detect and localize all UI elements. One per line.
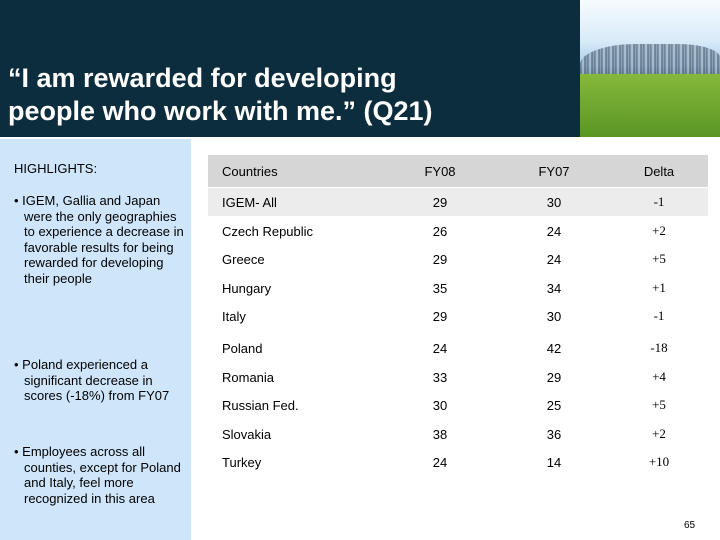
highlight-bullet-2: • Poland experienced a significant decrease in scores (-18%) from FY07 (14, 357, 170, 403)
table-row (208, 217, 708, 245)
fy08-value: 24 (432, 454, 448, 470)
table-header-row (208, 155, 708, 187)
delta-value: -1 (653, 194, 665, 209)
crowd-image-part (580, 44, 720, 78)
country-name: Poland (222, 340, 263, 356)
header-fy08: FY08 (424, 163, 456, 179)
table-row (208, 448, 708, 476)
highlight-bullet-1: • IGEM, Gallia and Japan were the only geographies to experience a decrease in favorable results for being rewarded for developing their people (14, 193, 184, 286)
highlights-heading: HIGHLIGHTS: (14, 161, 98, 176)
grass-image-part (580, 74, 720, 137)
table-row (208, 302, 708, 330)
country-name: Turkey (222, 454, 262, 470)
delta-value: +5 (652, 251, 666, 266)
slide-title (8, 62, 578, 128)
delta-value: +2 (652, 223, 666, 238)
table-row (208, 188, 708, 216)
country-name: Hungary (222, 280, 272, 296)
fy07-value: 25 (546, 397, 562, 413)
delta-value: -1 (653, 308, 665, 323)
header-delta: Delta (643, 163, 675, 179)
fy08-value: 29 (432, 194, 448, 210)
page-number: 65 (684, 520, 696, 531)
delta-value: +4 (652, 369, 666, 384)
table-row (208, 420, 708, 448)
fy08-value: 38 (432, 426, 448, 442)
table-row (208, 391, 708, 419)
fy08-value: 35 (432, 280, 448, 296)
highlight-bullet-3: • Employees across all counties, except for Poland and Italy, feel more recognized in this area (14, 444, 181, 506)
fy08-value: 30 (432, 397, 448, 413)
table-row (208, 245, 708, 273)
fy07-value: 42 (546, 340, 562, 356)
fy08-value: 29 (432, 251, 448, 267)
fy07-value: 24 (546, 251, 562, 267)
country-name: Russian Fed. (222, 397, 299, 413)
fy07-value: 14 (546, 454, 562, 470)
table-row (208, 334, 708, 362)
fy07-value: 30 (546, 308, 562, 324)
fy07-value: 36 (546, 426, 562, 442)
country-name: Slovakia (222, 426, 272, 442)
delta-value: -18 (650, 340, 668, 355)
fy07-value: 30 (546, 194, 562, 210)
fy08-value: 26 (432, 223, 448, 239)
delta-value: +5 (652, 397, 666, 412)
country-name: Romania (222, 369, 275, 385)
fy08-value: 24 (432, 340, 448, 356)
fy08-value: 29 (432, 308, 448, 324)
delta-value: +2 (652, 426, 666, 441)
fy07-value: 29 (546, 369, 562, 385)
delta-value: +1 (652, 280, 666, 295)
fy07-value: 24 (546, 223, 562, 239)
header-countries: Countries (222, 163, 278, 179)
delta-value: +10 (648, 454, 670, 469)
crowd-photo (580, 0, 720, 137)
fy08-value: 33 (432, 369, 448, 385)
table-row (208, 363, 708, 391)
header-fy07: FY07 (538, 163, 570, 179)
country-name: IGEM- All (222, 194, 277, 210)
country-name: Greece (222, 251, 265, 267)
country-name: Czech Republic (222, 223, 314, 239)
slide-title-line-2: people who work with me.” (Q21) (8, 96, 433, 126)
table-row (208, 274, 708, 302)
country-name: Italy (222, 308, 246, 324)
fy07-value: 34 (546, 280, 562, 296)
slide-title-line-1: “I am rewarded for developing (8, 63, 397, 93)
